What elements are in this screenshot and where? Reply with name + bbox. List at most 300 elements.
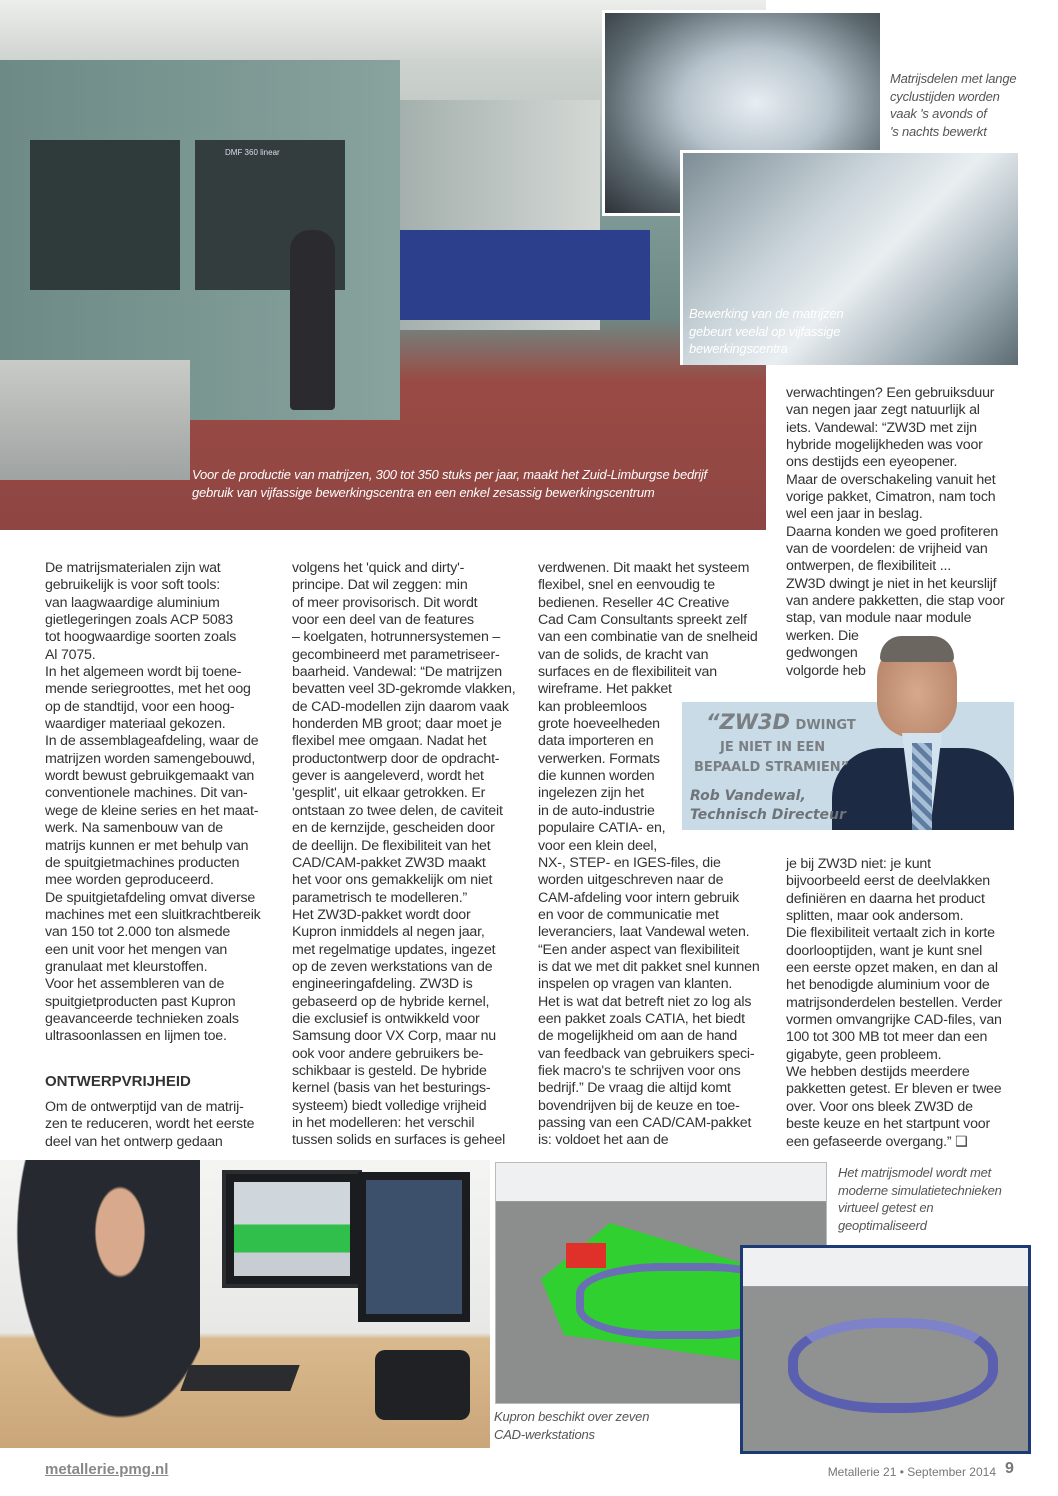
text-line-content: machines met een sluitkrachtbereik — [45, 906, 261, 923]
text-line-content: Het is wat dat betreft niet zo log als — [538, 993, 752, 1010]
text-line-content: is dat we met dit pakket snel kunnen — [538, 958, 760, 975]
caption-text: virtueel getest en — [838, 1200, 934, 1215]
text-line-content: passing van een CAD/CAM-pakket — [538, 1115, 752, 1131]
quote-role: Technisch Directeur — [690, 807, 846, 823]
text-line — [786, 402, 1005, 419]
text-line-content: engineeringafdeling. ZW3D is — [292, 976, 473, 993]
text-line-content: voor een deel van de features — [292, 612, 474, 629]
text-line-content: een eerste opzet maken, en dan al — [786, 960, 998, 977]
text-line-content: Om de ontwerptijd van de matrij- — [45, 1099, 244, 1115]
text-line — [292, 1046, 515, 1063]
simulation-caption — [838, 1164, 1002, 1234]
text-line — [538, 1132, 760, 1149]
text-line — [538, 872, 760, 889]
text-line — [786, 541, 1005, 558]
text-line-content: verwerken. Formats — [538, 750, 660, 767]
text-line-content: van laagwaardige aluminium — [45, 594, 220, 611]
text-line-content: van 150 tot 2.000 ton alsmede — [45, 924, 231, 941]
quote-small: DWINGT — [795, 718, 856, 733]
text-line — [786, 1047, 1002, 1064]
text-line — [786, 1116, 1002, 1133]
text-line-content: op de standtijd, voor een hoog- — [45, 698, 235, 715]
text-line — [45, 716, 261, 733]
text-line — [45, 1134, 254, 1151]
text-line-content: gebruikelijk is voor soft tools: — [45, 577, 220, 594]
text-line — [45, 924, 261, 941]
text-line-content: pakketten getest. Er bleven er twee — [786, 1081, 1002, 1098]
text-line-content: waardiger materiaal gekozen. — [45, 716, 226, 733]
text-line — [538, 924, 760, 941]
text-line-content: volgorde heb — [786, 662, 866, 679]
caption-text: geoptimaliseerd — [838, 1217, 927, 1233]
text-line — [292, 872, 515, 889]
text-line — [45, 733, 261, 750]
text-line-content: de CAD-modellen zijn daarom vaak — [292, 698, 509, 715]
text-line-content: principe. Dat wil zeggen: min — [292, 577, 468, 594]
text-line-content: je bij ZW3D niet: je kunt — [786, 856, 931, 872]
text-line-content: in de auto-industrie — [538, 802, 655, 819]
text-line-content: over. Voor ons bleek ZW3D de — [786, 1098, 973, 1115]
text-line — [292, 577, 515, 594]
text-line — [292, 1132, 515, 1149]
text-line-content: systeem) biedt volledige vrijheid — [292, 1097, 487, 1114]
text-line — [292, 595, 515, 612]
text-line-content: van feedback van gebruikers speci- — [538, 1045, 755, 1062]
text-line-content: beste keuze en het startpunt voor — [786, 1116, 990, 1133]
text-line — [538, 1011, 760, 1028]
text-line-content: vormen omvangrijke CAD-files, van — [786, 1012, 1002, 1029]
five-axis-photo — [680, 150, 1018, 365]
text-line — [786, 908, 1002, 925]
text-line-content: wireframe. Het pakket — [538, 681, 672, 698]
text-line-content: schikbaar is gesteld. De hybride — [292, 1062, 487, 1079]
text-line — [538, 647, 760, 664]
text-line — [292, 994, 515, 1011]
text-line — [292, 664, 515, 681]
caption-line — [838, 1182, 1002, 1200]
text-line-content: wege de kleine series en het maat- — [45, 802, 259, 819]
text-line — [786, 472, 1005, 489]
text-line-content: het voor ons gemakkelijk om niet — [292, 872, 493, 889]
text-line — [45, 872, 261, 889]
text-line-content: de deellijn. De flexibiliteit van het — [292, 837, 491, 854]
caption-line — [838, 1217, 1002, 1235]
text-line — [786, 1099, 1002, 1116]
text-line-content: op de zeven werkstations van de — [292, 958, 493, 975]
text-line — [45, 820, 261, 837]
text-line-content: productontwerp door de opdracht- — [292, 750, 500, 767]
text-line-content: fiek macro's te schrijven voor ons — [538, 1062, 741, 1079]
text-line — [292, 924, 515, 941]
factory-caption — [192, 466, 707, 501]
text-line — [45, 647, 261, 664]
text-line-content: een pakket zoals CATIA, het biedt — [538, 1010, 745, 1027]
text-line-content: de mogelijkheid om aan de hand — [538, 1028, 738, 1045]
text-line-content: gedwongen — [786, 645, 858, 662]
text-line-content: ontwerpen, de flexibiliteit ... — [786, 558, 951, 575]
caption-line — [838, 1199, 1002, 1217]
caption-line — [689, 340, 844, 358]
text-line-content: populaire CATIA- en, — [538, 820, 666, 837]
text-line — [538, 1046, 760, 1063]
text-line — [292, 785, 515, 802]
caption-text: 's nachts bewerkt — [890, 123, 987, 139]
text-line-content: leveranciers, laat Vandewal weten. — [538, 924, 750, 941]
caption-line — [494, 1408, 649, 1426]
text-line — [786, 420, 1005, 437]
text-line — [292, 612, 515, 629]
text-line-content: hybride mogelijkheden was voor — [786, 437, 983, 454]
text-line — [45, 907, 261, 924]
text-line — [292, 942, 515, 959]
text-line-content: vorige pakket, Cimatron, nam toch — [786, 489, 996, 506]
text-line-content: honderden MB groot; daar moet je — [292, 716, 502, 733]
text-line-content: We hebben destijds meerdere — [786, 1064, 970, 1081]
text-line-content: zen te reduceren, wordt het eerste — [45, 1116, 255, 1133]
text-line-content: 100 tot 300 MB tot meer dan een — [786, 1029, 988, 1046]
workstation-photo — [0, 1160, 490, 1448]
text-line — [292, 959, 515, 976]
caption-line — [838, 1164, 1002, 1182]
text-line — [45, 751, 261, 768]
text-line — [786, 960, 1002, 977]
text-line-content: Daarna konden we goed profiteren — [786, 523, 999, 540]
text-line — [538, 629, 760, 646]
text-line-content: een gefaseerde overgang.” ❑ — [786, 1133, 968, 1150]
text-line-content: De matrijsmaterialen zijn wat — [45, 560, 221, 576]
text-line — [538, 1098, 760, 1115]
text-line — [786, 1029, 1002, 1046]
text-line — [786, 995, 1002, 1012]
text-line — [45, 803, 261, 820]
caption-text: Matrijsdelen met lange — [890, 71, 1017, 86]
text-line — [45, 1011, 261, 1028]
text-line-content: “Een ander aspect van flexibiliteit — [538, 941, 740, 958]
text-line — [538, 1028, 760, 1045]
text-line-content: werk. Na samenbouw van de — [45, 820, 223, 837]
text-line-content: In de assemblageafdeling, waar de — [45, 733, 259, 750]
text-line-content: CAD/CAM-pakket ZW3D maakt — [292, 854, 486, 871]
quote-author: Rob Vandewal, — [690, 788, 806, 804]
text-line — [292, 1098, 515, 1115]
text-line-content: doorlooptijden, want je kunt snel — [786, 942, 983, 959]
text-line-content: granulaat met kleurstoffen. — [45, 958, 208, 975]
text-line-content: en voor de communicatie met — [538, 906, 719, 923]
machine-label: DMF 360 linear — [225, 148, 280, 157]
text-line-content: ZW3D dwingt je niet in het keurslijf — [786, 575, 997, 592]
text-line-content: ultrasoonlassen en lijmen toe. — [45, 1028, 227, 1045]
text-line-content: parametrisch te modelleren.” — [292, 889, 467, 906]
text-line — [538, 942, 760, 959]
text-line — [786, 1064, 1002, 1081]
text-line — [292, 768, 515, 785]
text-line-content: inspelen op vragen van klanten. — [538, 976, 733, 993]
caption-text: CAD-werkstations — [494, 1426, 595, 1442]
text-line — [786, 856, 1002, 873]
text-line-content: CAM-afdeling voor intern gebruik — [538, 889, 739, 906]
text-line-content: bedienen. Reseller 4C Creative — [538, 594, 730, 611]
text-line-content: NX-, STEP- en IGES-files, die — [538, 854, 721, 871]
text-line-content: – koelgaten, hotrunnersystemen – — [292, 629, 501, 646]
section-heading: ONTWERPVRIJHEID — [45, 1073, 191, 1090]
text-line — [538, 560, 760, 577]
text-line — [538, 890, 760, 907]
text-line-content: In het algemeen wordt bij toene- — [45, 664, 242, 681]
text-line-content: flexibel mee omgaan. Nadat het — [292, 733, 487, 750]
text-line — [45, 1028, 261, 1045]
text-line — [45, 959, 261, 976]
text-line — [786, 506, 1005, 523]
text-line-content: definiëren en daarna het product — [786, 890, 985, 907]
caption-line — [890, 70, 1016, 88]
text-line — [45, 785, 261, 802]
text-line-content: verwachtingen? Een gebruiksduur — [786, 385, 995, 401]
text-line-content: kernel (basis van het besturings- — [292, 1080, 491, 1097]
article-column-2 — [292, 560, 515, 1150]
text-line-content: 'gesplit', uit elkaar getrokken. Er — [292, 785, 486, 802]
caption-text: Bewerking van de matrijzen — [689, 306, 844, 321]
text-line — [538, 664, 760, 681]
caption-text: gebruik van vijfassige bewerkingscentra en een enkel zesassig bewerkingscentrum — [192, 484, 655, 500]
article-column-1-cont — [45, 1099, 254, 1151]
text-line — [538, 612, 760, 629]
article-column-4-bottom — [786, 856, 1002, 1151]
text-line-content: spuitgietproducten past Kupron — [45, 993, 236, 1010]
page-number: 9 — [1005, 1460, 1014, 1477]
text-line-content: conventionele machines. Dit van- — [45, 785, 248, 802]
text-line — [292, 1028, 515, 1045]
text-line-content: Samsung door VX Corp, maar nu — [292, 1028, 496, 1045]
text-line-content: Kupron inmiddels al negen jaar, — [292, 924, 485, 941]
quote-line-2: JE NIET IN EEN — [720, 740, 826, 755]
article-column-3 — [538, 560, 760, 1150]
text-line — [538, 994, 760, 1011]
text-line-content: het benodigde aluminium voor de — [786, 977, 990, 994]
text-line — [538, 1080, 760, 1097]
text-line-content: flexibel, snel en eenvoudig te — [538, 577, 715, 594]
text-line — [45, 664, 261, 681]
text-line — [45, 1099, 254, 1116]
text-line-content: die exclusief is ontwikkeld voor — [292, 1010, 480, 1027]
text-line — [292, 855, 515, 872]
text-line-content: deel van het ontwerp gedaan — [45, 1133, 223, 1150]
cad-screenshot-2 — [740, 1245, 1031, 1454]
text-line — [538, 976, 760, 993]
text-line-content: wel een jaar in beslag. — [786, 506, 923, 523]
text-line-content: ontstaan zo twee delen, de caviteit — [292, 802, 503, 819]
text-line-content: data importeren en — [538, 733, 654, 750]
text-line-content: in het modelleren: het verschil — [292, 1115, 475, 1131]
text-line-content: Cad Cam Consultants spreekt zelf — [538, 612, 747, 629]
quote-big: “ZW3D — [706, 710, 790, 734]
text-line-content: splitten, maar ook andersom. — [786, 908, 964, 925]
text-line-content: kan probleemloos — [538, 698, 647, 715]
text-line — [292, 838, 515, 855]
text-line — [786, 1081, 1002, 1098]
text-line-content: van andere pakketten, die stap voor — [786, 593, 1005, 610]
text-line — [45, 890, 261, 907]
text-line — [538, 681, 760, 698]
text-line — [538, 595, 760, 612]
text-line — [292, 716, 515, 733]
text-line — [292, 890, 515, 907]
text-line — [786, 891, 1002, 908]
text-line — [786, 943, 1002, 960]
text-line — [45, 855, 261, 872]
text-line-content: ingelezen zijn het — [538, 785, 645, 802]
text-line-content: Die flexibiliteit vertaalt zich in korte — [786, 925, 995, 942]
text-line-content: verdwenen. Dit maakt het systeem — [538, 560, 750, 576]
text-line — [786, 524, 1005, 541]
nightly-caption — [890, 70, 1016, 140]
text-line-content: werken. Die — [786, 627, 859, 644]
text-line — [45, 595, 261, 612]
text-line — [292, 803, 515, 820]
text-line-content: bevatten veel 3D-gekromde vlakken, — [292, 681, 516, 698]
caption-text: vaak 's avonds of — [890, 106, 987, 121]
text-line — [45, 768, 261, 785]
text-line-content: mee worden geproduceerd. — [45, 872, 214, 889]
caption-text: Het matrijsmodel wordt met — [838, 1165, 992, 1180]
caption-line — [890, 123, 1016, 141]
text-line-content: van een combinatie van de snelheid — [538, 629, 758, 646]
text-line-content: surfaces en de flexibiliteit van — [538, 664, 717, 681]
text-line — [45, 699, 261, 716]
text-line-content: grote hoeveelheden — [538, 716, 660, 733]
text-line — [45, 942, 261, 959]
text-line-content: gigabyte, geen probleem. — [786, 1046, 942, 1063]
text-line — [292, 1115, 515, 1132]
text-line-content: gever is aangeleverd, wordt het — [292, 768, 484, 785]
caption-text: moderne simulatietechnieken — [838, 1182, 1002, 1198]
portrait-photo — [832, 638, 1014, 830]
text-line-content: Maar de overschakeling vanuit het — [786, 471, 996, 488]
text-line-content: de spuitgietmachines producten — [45, 854, 240, 871]
text-line — [786, 925, 1002, 942]
text-line-content: matrijs kunnen er met behulp van — [45, 837, 249, 854]
text-line-content: geavanceerde technieken zoals — [45, 1010, 239, 1027]
text-line — [45, 560, 261, 577]
text-line — [292, 733, 515, 750]
caption-text: gebeurt veelal op vijfassige — [689, 323, 841, 339]
text-line-content: die kunnen worden — [538, 768, 655, 785]
text-line-content: gecombineerd met parametriseer- — [292, 646, 500, 663]
text-line — [786, 873, 1002, 890]
text-line-content: bijvoorbeeld eerst de deelvlakken — [786, 873, 990, 890]
text-line — [45, 681, 261, 698]
text-line — [786, 1134, 1002, 1151]
text-line-content: matrijzen worden samengebouwd, — [45, 750, 256, 767]
five-axis-caption — [689, 305, 844, 358]
caption-line — [192, 484, 707, 502]
text-line — [45, 629, 261, 646]
text-line-content: bedrijf.” De vraag die altijd komt — [538, 1080, 731, 1097]
text-line-content: of meer provisorisch. Dit wordt — [292, 594, 478, 611]
caption-text: Kupron beschikt over zeven — [494, 1409, 650, 1424]
text-line — [538, 855, 760, 872]
text-line-content: Al 7075. — [45, 646, 96, 663]
text-line-content: wordt bewust gebruikgemaakt van — [45, 768, 255, 785]
text-line — [786, 437, 1005, 454]
article-column-4-top — [786, 385, 1005, 680]
text-line-content: van de solids, de kracht van — [538, 646, 709, 663]
text-line-content: matrijsonderdelen bestellen. Verder — [786, 994, 1003, 1011]
text-line — [538, 1115, 760, 1132]
text-line-content: mende seriegroottes, met het oog — [45, 681, 251, 698]
text-line-content: voor een klein deel, — [538, 837, 658, 854]
text-line — [292, 907, 515, 924]
quote-line-3: BEPAALD STRAMIEN” — [694, 760, 850, 775]
text-line — [538, 838, 760, 855]
text-line — [786, 385, 1005, 402]
text-line — [292, 699, 515, 716]
text-line — [786, 576, 1005, 593]
pull-quote — [682, 702, 1014, 830]
text-line — [292, 647, 515, 664]
text-line-content: en de kernzijde, gescheiden door — [292, 820, 495, 837]
text-line — [786, 593, 1005, 610]
text-line — [538, 907, 760, 924]
caption-line — [192, 466, 707, 484]
caption-text: bewerkingscentra — [689, 341, 788, 356]
text-line-content: ook voor andere gebruikers be- — [292, 1045, 484, 1062]
footer-issue: Metallerie 21 • September 2014 — [827, 1465, 996, 1479]
caption-line — [890, 105, 1016, 123]
text-line-content: met regelmatige updates, ingezet — [292, 941, 496, 958]
text-line-content: Voor het assembleren van de — [45, 976, 225, 993]
text-line — [538, 1063, 760, 1080]
text-line-content: volgens het 'quick and dirty'- — [292, 560, 465, 576]
text-line-content: tussen solids en surfaces is geheel — [292, 1132, 506, 1149]
text-line — [786, 610, 1005, 627]
text-line — [45, 838, 261, 855]
text-line-content: bovendrijven bij de keuze en toe- — [538, 1097, 740, 1114]
text-line-content: gietlegeringen zoals ACP 5083 — [45, 612, 233, 629]
text-line-content: De spuitgietafdeling omvat diverse — [45, 889, 256, 906]
text-line — [45, 612, 261, 629]
text-line — [786, 558, 1005, 575]
text-line — [292, 560, 515, 577]
text-line — [786, 1012, 1002, 1029]
caption-text: Voor de productie van matrijzen, 300 tot 350 stuks per jaar, maakt het Zuid-Limburgse bedrijf — [192, 467, 707, 482]
text-line — [292, 629, 515, 646]
caption-line — [689, 305, 844, 323]
text-line — [45, 577, 261, 594]
text-line — [538, 959, 760, 976]
footer-website-link[interactable]: metallerie.pmg.nl — [45, 1461, 169, 1478]
caption-text: cyclustijden worden — [890, 88, 1000, 104]
text-line-content: van de voordelen: de vrijheid van — [786, 541, 988, 558]
text-line — [538, 577, 760, 594]
text-line-content: is: voldoet het aan de — [538, 1132, 669, 1149]
text-line — [292, 681, 515, 698]
text-line — [45, 1116, 254, 1133]
text-line — [292, 1011, 515, 1028]
text-line-content: Het ZW3D-pakket wordt door — [292, 906, 471, 923]
text-line-content: van negen jaar zegt natuurlijk al — [786, 402, 980, 419]
text-line-content: tot hoogwaardige soorten zoals — [45, 629, 237, 646]
workstations-caption — [494, 1408, 649, 1443]
text-line-content: baarheid. Vandewal: “De matrijzen — [292, 664, 503, 681]
text-line-content: een unit voor het mengen van — [45, 941, 228, 958]
text-line — [292, 751, 515, 768]
text-line-content: ons destijds een eyeopener. — [786, 454, 958, 471]
caption-line — [494, 1426, 649, 1444]
text-line — [786, 977, 1002, 994]
text-line — [292, 1080, 515, 1097]
caption-line — [689, 323, 844, 341]
text-line-content: gebaseerd op de hybride kernel, — [292, 993, 490, 1010]
